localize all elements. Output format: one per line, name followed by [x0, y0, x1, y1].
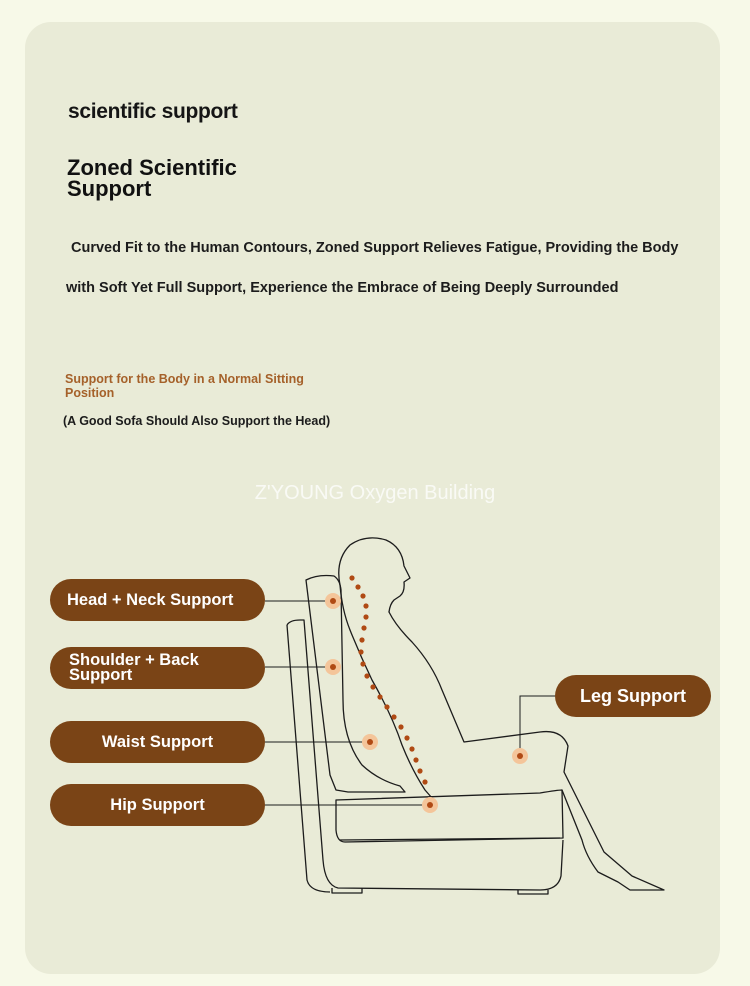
waist-support-label	[50, 721, 265, 763]
eyebrow-label: scientific support	[68, 100, 238, 123]
section-title: Zoned Scientific Support	[67, 155, 237, 201]
shoulder-back-support-text: Shoulder + Back Support	[69, 651, 199, 684]
spine-dots	[349, 575, 427, 784]
hip-support-label	[50, 784, 265, 826]
section-description: Curved Fit to the Human Contours, Zoned Support Relieves Fatigue, Providing the Body with Soft Yet Full Support, Experience the Embrace of Being Deeply Surrounded	[66, 240, 679, 296]
leg-support-text: Leg Support	[580, 685, 686, 706]
hip-support-text: Hip Support	[110, 795, 205, 814]
head-neck-support-label	[50, 579, 265, 621]
head-neck-support-text: Head + Neck Support	[67, 590, 234, 609]
shoulder-back-support-label	[50, 647, 265, 689]
sitting-caption: Support for the Body in a Normal Sitting Position	[65, 372, 304, 400]
head-support-note: (A Good Sofa Should Also Support the Head)	[63, 414, 331, 428]
waist-support-text: Waist Support	[101, 732, 214, 751]
brand-watermark: Z'YOUNG Oxygen Building	[254, 482, 496, 504]
leg-support-label	[555, 675, 711, 717]
leader-lines	[265, 601, 555, 805]
